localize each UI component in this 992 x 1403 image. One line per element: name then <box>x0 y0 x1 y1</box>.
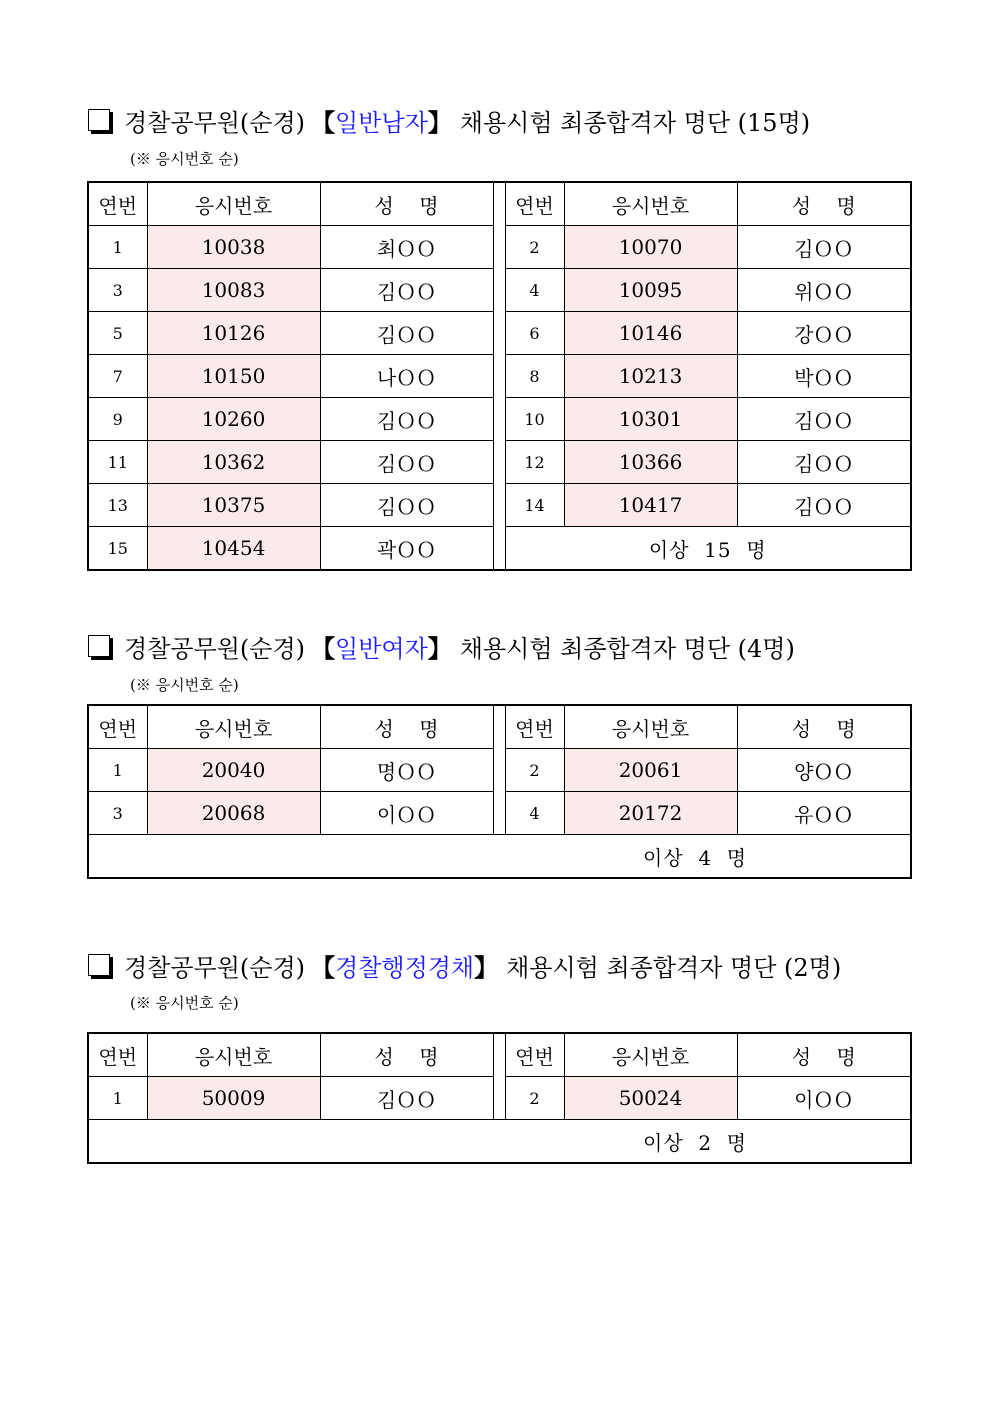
category-label: 【일반남자】 <box>311 108 452 137</box>
col-header-exam: 응시번호 <box>147 705 320 749</box>
column-gap <box>493 355 505 398</box>
col-header-exam: 응시번호 <box>564 1033 737 1077</box>
column-gap <box>493 182 505 226</box>
candidate-name: 김ＯＯ <box>320 312 493 355</box>
col-header-name: 성 명 <box>737 705 911 749</box>
col-header-no: 연번 <box>505 705 564 749</box>
candidate-name: 양ＯＯ <box>737 749 911 792</box>
table-header-row <box>88 705 911 749</box>
passers-table-admin <box>87 1032 912 1164</box>
col-header-no: 연번 <box>88 182 147 226</box>
candidate-name: 김ＯＯ <box>320 398 493 441</box>
candidate-name: 김ＯＯ <box>737 226 911 269</box>
column-gap <box>493 749 505 792</box>
row-number: 12 <box>505 441 564 484</box>
table-row <box>88 398 911 441</box>
col-header-no: 연번 <box>505 182 564 226</box>
candidate-name: 곽ＯＯ <box>320 527 493 571</box>
candidate-name: 이ＯＯ <box>737 1077 911 1120</box>
candidate-name: 김ＯＯ <box>320 484 493 527</box>
exam-number: 20172 <box>564 792 737 835</box>
column-gap <box>493 1077 505 1120</box>
column-gap <box>493 269 505 312</box>
row-number: 5 <box>88 312 147 355</box>
section-3-heading <box>88 945 841 985</box>
table-row <box>88 355 911 398</box>
candidate-name: 명ＯＯ <box>320 749 493 792</box>
table-row <box>88 269 911 312</box>
candidate-name: 김ＯＯ <box>737 398 911 441</box>
exam-number: 10083 <box>147 269 320 312</box>
section-1-heading <box>88 100 810 140</box>
candidate-name: 위ＯＯ <box>737 269 911 312</box>
column-gap <box>493 312 505 355</box>
sort-note: (※ 응시번호 순) <box>130 150 239 168</box>
row-number: 2 <box>505 749 564 792</box>
column-gap <box>493 484 505 527</box>
exam-number: 10213 <box>564 355 737 398</box>
table-row <box>88 749 911 792</box>
exam-number: 10038 <box>147 226 320 269</box>
exam-number: 10375 <box>147 484 320 527</box>
candidate-name: 박ＯＯ <box>737 355 911 398</box>
row-number: 3 <box>88 792 147 835</box>
table-row <box>88 312 911 355</box>
col-header-name: 성 명 <box>320 705 493 749</box>
candidate-name: 김ＯＯ <box>320 269 493 312</box>
table-header-row <box>88 1033 911 1077</box>
col-header-exam: 응시번호 <box>147 1033 320 1077</box>
checkbox-square-icon <box>88 635 110 657</box>
exam-number: 10150 <box>147 355 320 398</box>
section-2-heading <box>88 626 795 666</box>
total-count: 이상 2 명 <box>88 1120 911 1164</box>
row-number: 11 <box>88 441 147 484</box>
row-number: 2 <box>505 226 564 269</box>
category-label: 【일반여자】 <box>311 634 452 663</box>
checkbox-square-icon <box>88 109 110 131</box>
column-gap <box>493 1033 505 1077</box>
total-row <box>88 835 911 879</box>
sort-note: (※ 응시번호 순) <box>130 676 239 694</box>
col-header-no: 연번 <box>88 1033 147 1077</box>
candidate-name: 김ＯＯ <box>737 484 911 527</box>
row-number: 4 <box>505 792 564 835</box>
row-number: 4 <box>505 269 564 312</box>
exam-number: 50024 <box>564 1077 737 1120</box>
heading-suffix: 채용시험 최종합격자 명단 (15명) <box>459 108 811 137</box>
exam-number: 10366 <box>564 441 737 484</box>
row-number: 2 <box>505 1077 564 1120</box>
heading-prefix: 경찰공무원(순경) <box>124 108 306 137</box>
exam-number: 20068 <box>147 792 320 835</box>
col-header-name: 성 명 <box>737 182 911 226</box>
column-gap <box>493 792 505 835</box>
candidate-name: 김ＯＯ <box>737 441 911 484</box>
table-row <box>88 226 911 269</box>
col-header-exam: 응시번호 <box>564 182 737 226</box>
exam-number: 10301 <box>564 398 737 441</box>
total-row <box>88 527 911 571</box>
row-number: 1 <box>88 1077 147 1120</box>
total-row <box>88 1120 911 1164</box>
col-header-exam: 응시번호 <box>564 705 737 749</box>
sort-note: (※ 응시번호 순) <box>130 994 239 1012</box>
col-header-name: 성 명 <box>320 1033 493 1077</box>
checkbox-square-icon <box>88 954 110 976</box>
exam-number: 10146 <box>564 312 737 355</box>
exam-number: 20040 <box>147 749 320 792</box>
col-header-name: 성 명 <box>737 1033 911 1077</box>
column-gap <box>493 441 505 484</box>
heading-suffix: 채용시험 최종합격자 명단 (4명) <box>459 634 795 663</box>
exam-number: 10126 <box>147 312 320 355</box>
exam-number: 50009 <box>147 1077 320 1120</box>
col-header-no: 연번 <box>505 1033 564 1077</box>
column-gap <box>493 527 505 571</box>
exam-number: 10454 <box>147 527 320 571</box>
row-number: 6 <box>505 312 564 355</box>
row-number: 3 <box>88 269 147 312</box>
candidate-name: 강ＯＯ <box>737 312 911 355</box>
col-header-name: 성 명 <box>320 182 493 226</box>
candidate-name: 유ＯＯ <box>737 792 911 835</box>
row-number: 1 <box>88 749 147 792</box>
table-row <box>88 792 911 835</box>
heading-suffix: 채용시험 최종합격자 명단 (2명) <box>506 953 842 982</box>
row-number: 14 <box>505 484 564 527</box>
row-number: 1 <box>88 226 147 269</box>
col-header-exam: 응시번호 <box>147 182 320 226</box>
exam-number: 20061 <box>564 749 737 792</box>
exam-number: 10095 <box>564 269 737 312</box>
passers-table-female <box>87 704 912 879</box>
exam-number: 10417 <box>564 484 737 527</box>
candidate-name: 김ＯＯ <box>320 1077 493 1120</box>
table-row <box>88 1077 911 1120</box>
total-count: 이상 15 명 <box>505 527 911 571</box>
candidate-name: 이ＯＯ <box>320 792 493 835</box>
col-header-no: 연번 <box>88 705 147 749</box>
row-number: 7 <box>88 355 147 398</box>
column-gap <box>493 705 505 749</box>
row-number: 15 <box>88 527 147 571</box>
candidate-name: 나ＯＯ <box>320 355 493 398</box>
category-label: 【경찰행정경채】 <box>311 953 499 982</box>
passers-table-male <box>87 181 912 571</box>
exam-number: 10362 <box>147 441 320 484</box>
heading-prefix: 경찰공무원(순경) <box>124 634 306 663</box>
table-row <box>88 441 911 484</box>
heading-prefix: 경찰공무원(순경) <box>124 953 306 982</box>
row-number: 10 <box>505 398 564 441</box>
candidate-name: 최ＯＯ <box>320 226 493 269</box>
row-number: 9 <box>88 398 147 441</box>
column-gap <box>493 398 505 441</box>
column-gap <box>493 226 505 269</box>
table-row <box>88 484 911 527</box>
row-number: 13 <box>88 484 147 527</box>
exam-number: 10070 <box>564 226 737 269</box>
candidate-name: 김ＯＯ <box>320 441 493 484</box>
row-number: 8 <box>505 355 564 398</box>
table-header-row <box>88 182 911 226</box>
exam-number: 10260 <box>147 398 320 441</box>
total-count: 이상 4 명 <box>88 835 911 879</box>
